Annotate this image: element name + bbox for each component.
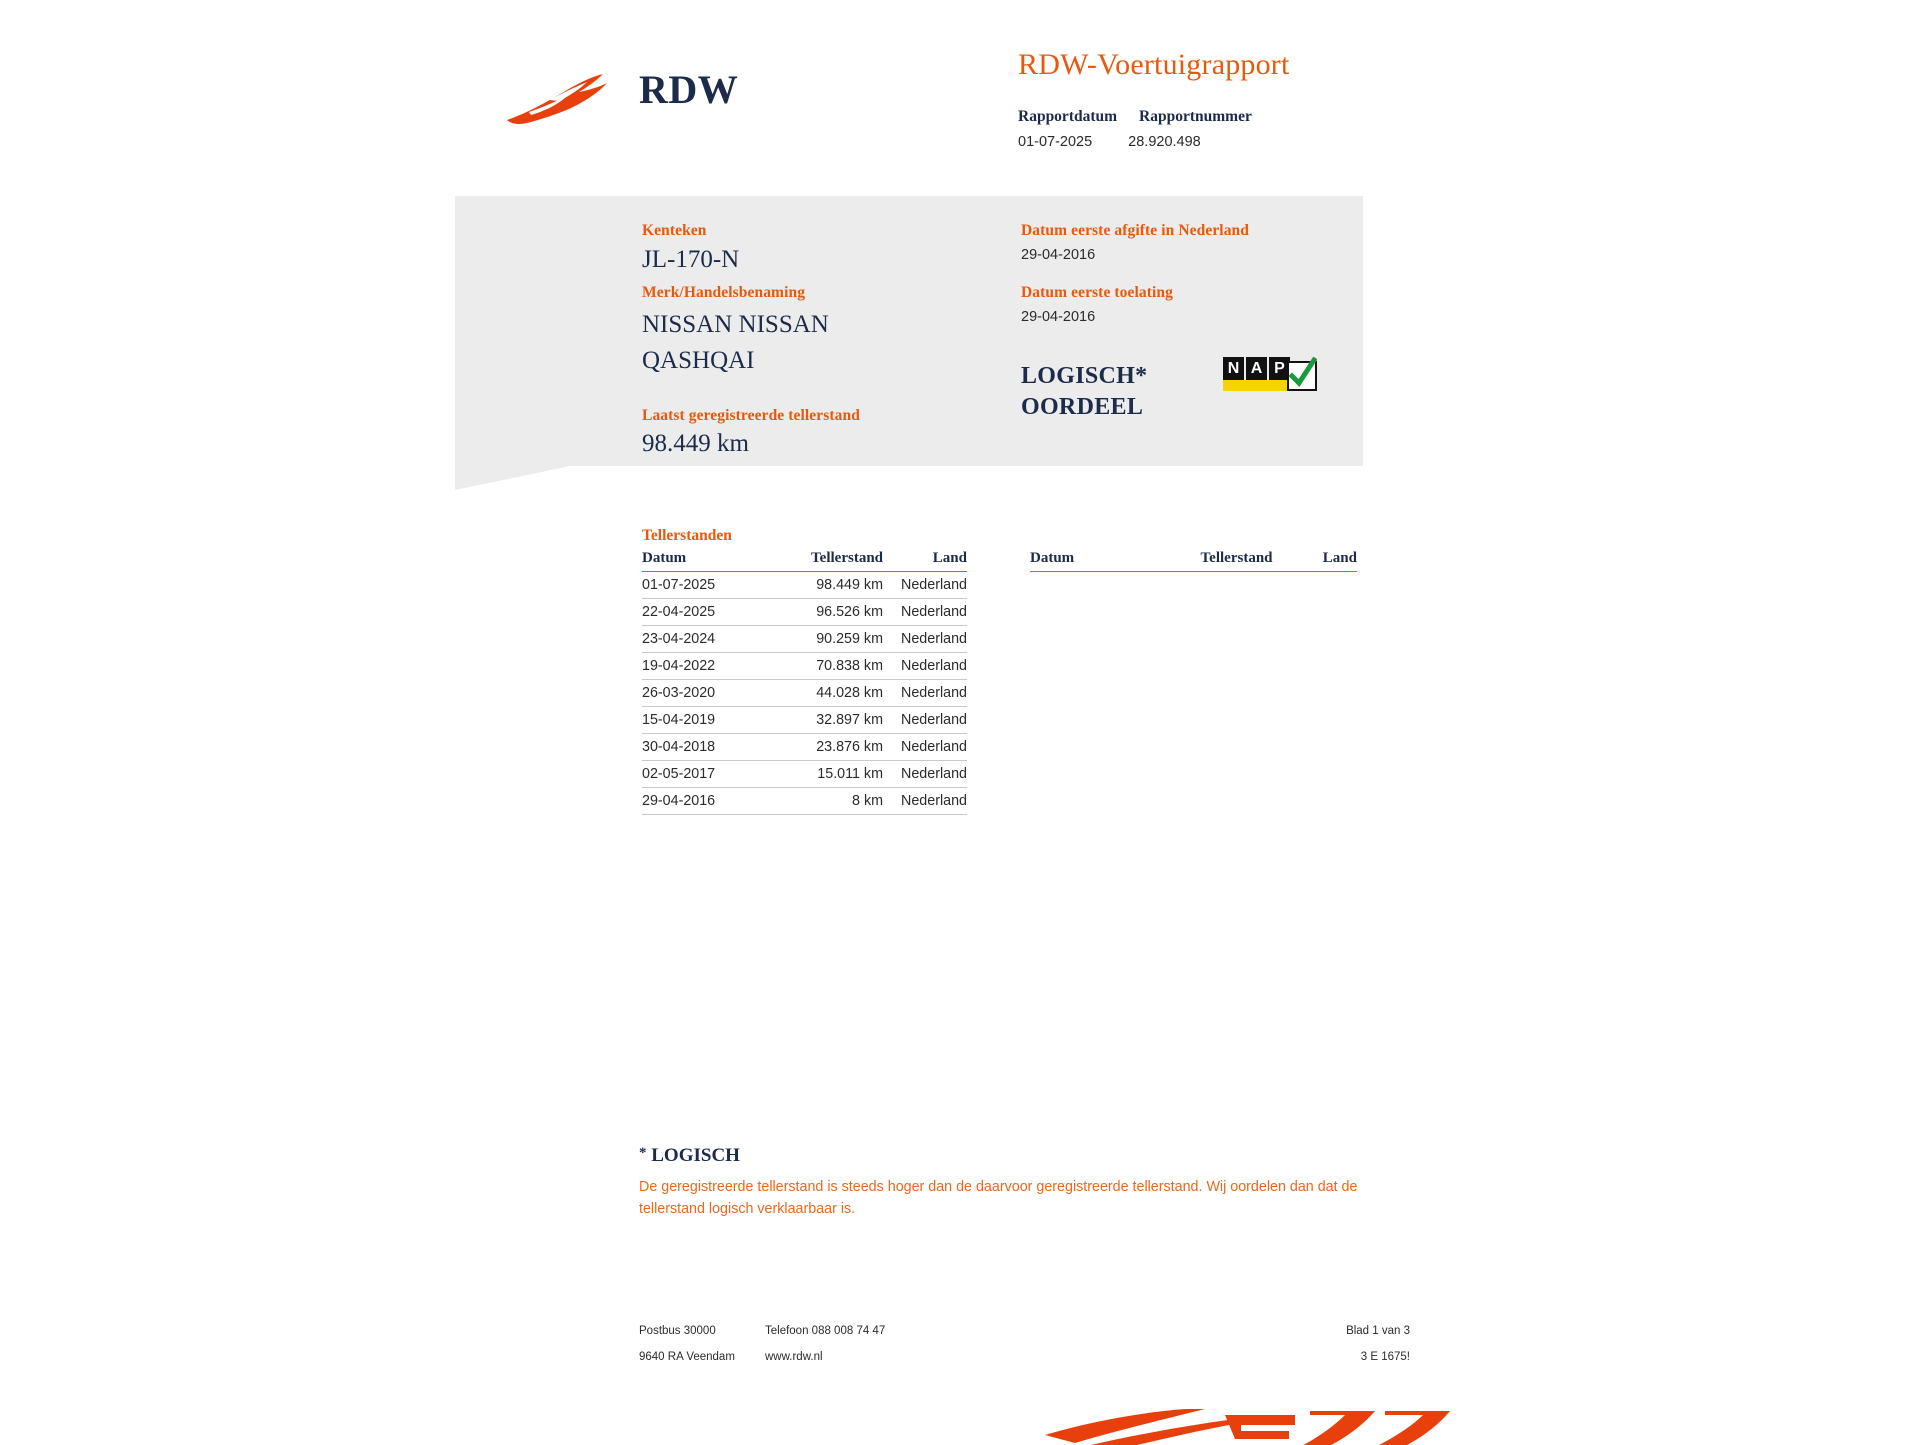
- nap-letter-n: N: [1223, 357, 1244, 380]
- table-row: [642, 707, 967, 734]
- tellerstanden-table-right: [1030, 548, 1357, 572]
- cell-land: Nederland: [887, 599, 967, 626]
- nap-letter-p: P: [1269, 357, 1290, 380]
- nap-yellow-bar: [1223, 380, 1290, 391]
- cell-tellerstand: 23.876 km: [782, 734, 887, 761]
- panel-corner-notch: [455, 466, 570, 490]
- cell-tellerstand: 70.838 km: [782, 653, 887, 680]
- cell-datum: 22-04-2025: [642, 599, 782, 626]
- cell-datum: 26-03-2020: [642, 680, 782, 707]
- column-header-land: Land: [1277, 548, 1358, 572]
- merk-label: Merk/Handelsbenaming: [642, 284, 806, 301]
- cell-land: Nederland: [887, 626, 967, 653]
- merk-value: NISSAN NISSAN QASHQAI: [642, 311, 829, 374]
- report-title: RDW-Voertuigrapport: [1018, 48, 1290, 81]
- rdw-logo-text: RDW: [639, 67, 739, 112]
- cell-tellerstand: 15.011 km: [782, 761, 887, 788]
- cell-tellerstand: 90.259 km: [782, 626, 887, 653]
- laatste-tellerstand-label: Laatst geregistreerde tellerstand: [642, 407, 860, 424]
- cell-datum: 30-04-2018: [642, 734, 782, 761]
- rdw-swoosh-logo-icon: [505, 68, 625, 128]
- cell-datum: 23-04-2024: [642, 626, 782, 653]
- table-row: [642, 572, 967, 599]
- nap-check-logo-icon: [1223, 357, 1315, 391]
- oordeel-line-2: OORDEEL: [1021, 394, 1144, 420]
- footer-address-line-2: 9640 RA Veendam: [639, 1351, 735, 1363]
- footer-address-line-1: Postbus 30000: [639, 1325, 716, 1337]
- oordeel-line-1: LOGISCH*: [1021, 363, 1148, 389]
- laatste-tellerstand-value: 98.449 km: [642, 430, 749, 457]
- cell-datum: 02-05-2017: [642, 761, 782, 788]
- report-meta-labels: [1018, 108, 1252, 126]
- kenteken-label: Kenteken: [642, 222, 707, 239]
- afgifte-label: Datum eerste afgifte in Nederland: [1021, 222, 1249, 239]
- column-header-land: Land: [887, 548, 967, 572]
- rdw-bottom-artwork-icon: [1045, 1405, 1475, 1445]
- column-header-datum: Datum: [1030, 548, 1171, 572]
- column-header-tellerstand: Tellerstand: [1171, 548, 1277, 572]
- cell-datum: 15-04-2019: [642, 707, 782, 734]
- cell-tellerstand: 32.897 km: [782, 707, 887, 734]
- footer-left: [639, 1325, 1379, 1377]
- table-row: [642, 788, 967, 815]
- afgifte-value: 29-04-2016: [1021, 247, 1096, 263]
- nap-letter-a: A: [1246, 357, 1267, 380]
- table-row: [642, 761, 967, 788]
- cell-land: Nederland: [887, 680, 967, 707]
- report-number-value: 28.920.498: [1128, 134, 1201, 150]
- report-date-label: Rapportdatum: [1018, 108, 1118, 125]
- table-row: [642, 626, 967, 653]
- toelating-label: Datum eerste toelating: [1021, 284, 1173, 301]
- toelating-value: 29-04-2016: [1021, 309, 1096, 325]
- footer-right: [1290, 1325, 1410, 1377]
- cell-tellerstand: 98.449 km: [782, 572, 887, 599]
- cell-datum: 01-07-2025: [642, 572, 782, 599]
- nap-checkbox: [1287, 361, 1317, 391]
- footer-doc-code: 3 E 1675!: [1360, 1351, 1410, 1363]
- footnote-title-text: LOGISCH: [651, 1145, 740, 1166]
- cell-tellerstand: 44.028 km: [782, 680, 887, 707]
- cell-land: Nederland: [887, 734, 967, 761]
- table-row: [642, 653, 967, 680]
- table-header-row: [642, 548, 967, 572]
- table-row: [642, 680, 967, 707]
- column-header-datum: Datum: [642, 548, 782, 572]
- footnote-title: [639, 1145, 740, 1167]
- table-row: [642, 599, 967, 626]
- tellerstanden-table-left: [642, 548, 967, 815]
- oordeel-block: [1021, 361, 1147, 423]
- report-date-value: 01-07-2025: [1018, 134, 1093, 150]
- cell-land: Nederland: [887, 761, 967, 788]
- column-header-tellerstand: Tellerstand: [782, 548, 887, 572]
- footer-page-info: Blad 1 van 3: [1346, 1325, 1410, 1337]
- report-meta-values: [1018, 134, 1201, 150]
- footnote-star: *: [639, 1145, 647, 1161]
- kenteken-value: JL-170-N: [642, 246, 740, 273]
- table-header-row: [1030, 548, 1357, 572]
- footer-website[interactable]: www.rdw.nl: [765, 1351, 823, 1363]
- cell-land: Nederland: [887, 788, 967, 815]
- footnote-body: De geregistreerde tellerstand is steeds hoger dan de daarvoor geregistreerde tellerstand. Wij oordelen dan dat de tellerstand logisch verklaarbaar is.: [639, 1179, 1358, 1217]
- footer-phone: Telefoon 088 008 74 47: [765, 1325, 886, 1337]
- cell-tellerstand: 96.526 km: [782, 599, 887, 626]
- rdw-logo: [505, 30, 805, 120]
- report-number-label: Rapportnummer: [1139, 108, 1252, 125]
- cell-datum: 29-04-2016: [642, 788, 782, 815]
- tellerstanden-section-title: Tellerstanden: [642, 527, 732, 544]
- cell-land: Nederland: [887, 707, 967, 734]
- cell-land: Nederland: [887, 653, 967, 680]
- cell-land: Nederland: [887, 572, 967, 599]
- table-row: [642, 734, 967, 761]
- cell-tellerstand: 8 km: [782, 788, 887, 815]
- cell-datum: 19-04-2022: [642, 653, 782, 680]
